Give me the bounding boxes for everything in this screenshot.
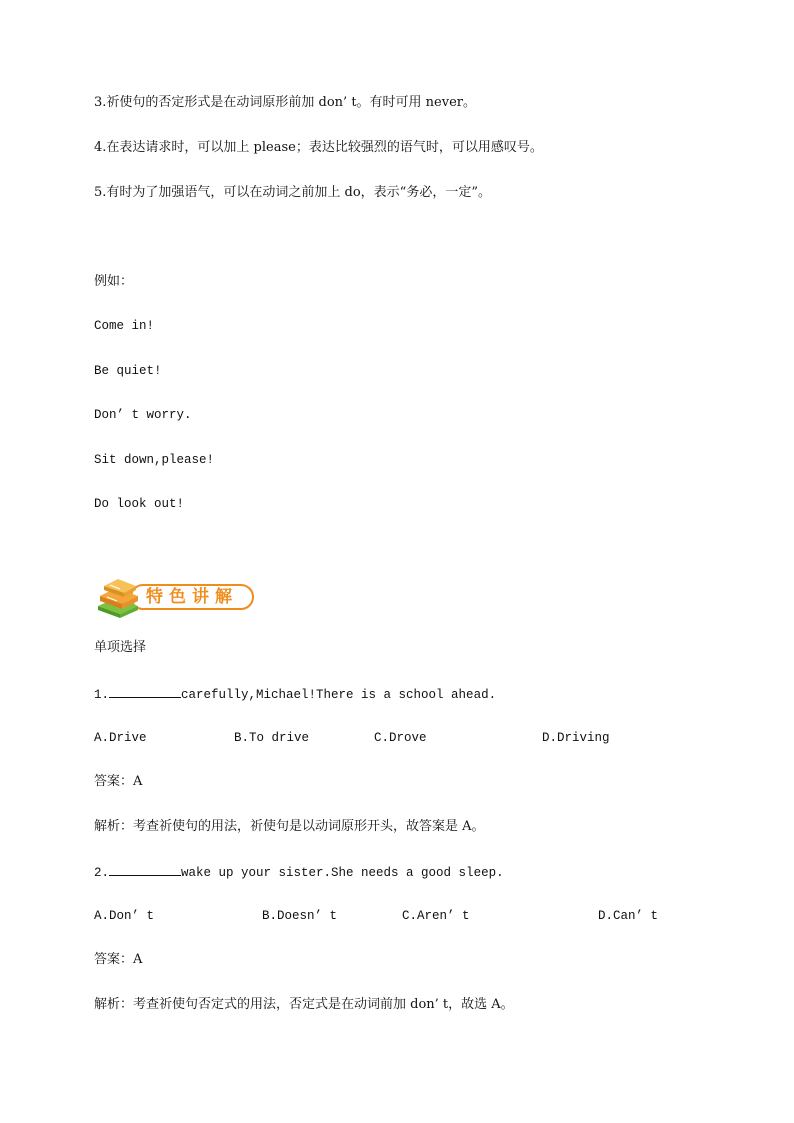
option-d: D.Driving [542,731,610,745]
banner-title: 特色讲解 [146,587,238,607]
book-stack-icon [94,576,142,618]
answer-blank [109,685,181,698]
question-number: 2. [94,866,110,880]
section-title: 单项选择 [94,640,147,655]
rule-3: 3.祈使句的否定形式是在动词原形前加 don’ t。有时可用 never。 [94,95,476,110]
option-c: C.Drove [374,731,427,745]
example-sentence: Sit down,please! [94,453,215,467]
rule-5: 5.有时为了加强语气，可以在动词之前加上 do，表示“务必，一定”。 [94,185,491,200]
option-b: B.Doesn’ t [262,909,338,923]
analysis: 解析：考查祈使句的用法，祈使句是以动词原形开头，故答案是 A。 [94,819,485,834]
question-number: 1. [94,688,110,702]
question-text: wake up your sister.She needs a good sleep. [181,866,504,880]
option-c: C.Aren’ t [402,909,470,923]
answer: 答案：A [94,774,143,789]
feature-banner [94,576,258,618]
option-b: B.To drive [234,731,310,745]
option-a: A.Drive [94,731,147,745]
option-d: D.Can’ t [598,909,659,923]
analysis: 解析：考查祈使句否定式的用法，否定式是在动词前加 don’ t，故选 A。 [94,997,514,1012]
example-sentence: Come in! [94,319,155,333]
example-label: 例如： [94,274,134,289]
question-text: carefully,Michael!There is a school ahead. [181,688,497,702]
example-sentence: Be quiet! [94,364,162,378]
question-1 [94,685,496,703]
option-a: A.Don’ t [94,909,155,923]
example-sentence: Do look out! [94,497,185,511]
rule-4: 4.在表达请求时，可以加上 please；表达比较强烈的语气时，可以用感叹号。 [94,140,543,155]
answer: 答案：A [94,952,143,967]
question-2 [94,863,504,881]
example-sentence: Don’ t worry. [94,408,192,422]
answer-blank [109,863,181,876]
